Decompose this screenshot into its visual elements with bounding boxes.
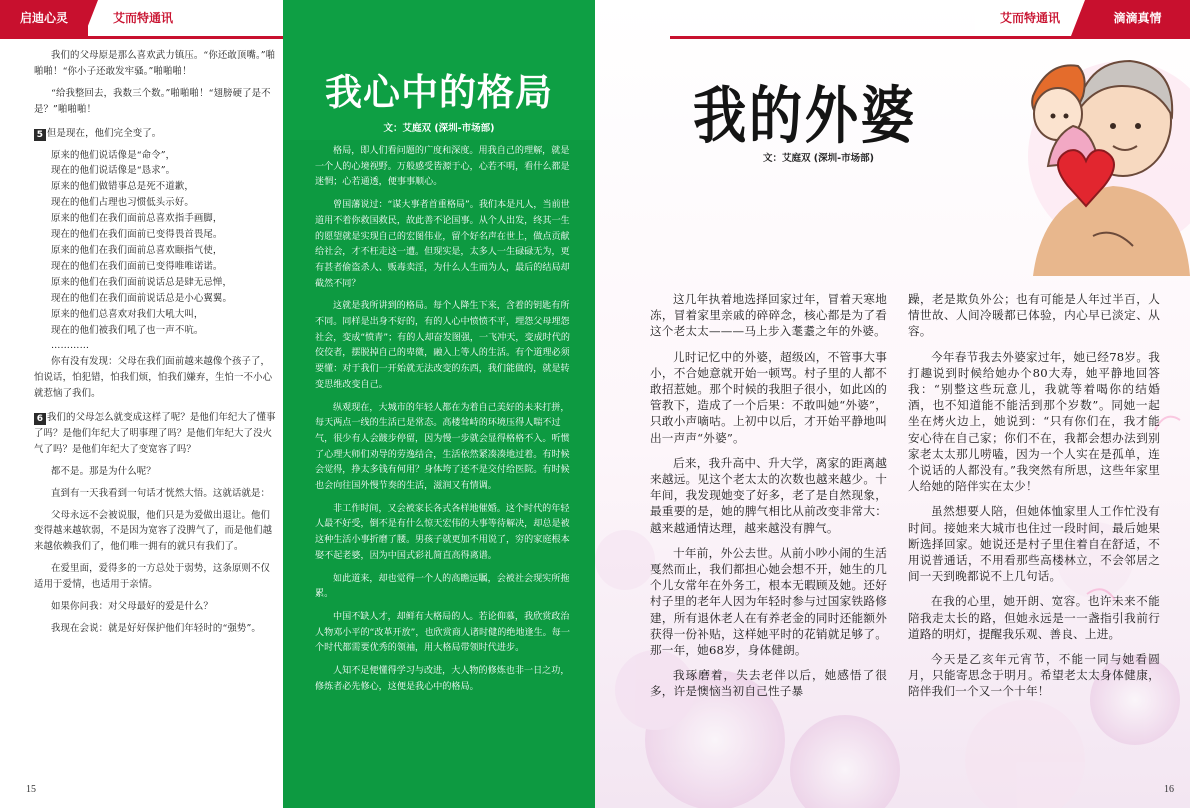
paragraph: 父母永远不会被说服，他们只是为爱做出退让。他们变得越来越软弱，不是因为宽容了没脾气了，而是他们越来越依赖我们了，他们唯一拥有的就只有我们了。 <box>34 509 273 553</box>
list-line: 现在的他们被我们吼了也一声不吭。 <box>51 324 204 336</box>
green-article-title: 我心中的格局 <box>325 70 553 114</box>
paragraph: 儿时记忆中的外婆，超级凶，不管事大事小，不合她意就开始一顿骂。村子里的人都不敢招惹她。那个时候的我胆子很小，如此凶的管教下，造成了一个后果：不敢叫她“外婆”，只敢小声嘀咕。上初中以后，才开始平静地叫出一声声“外婆”。 <box>650 349 887 445</box>
paragraph: 这就是我所讲到的格局。每个人降生下来，含着的钥匙有所不同。同样是出身不好的，有的人心中愤愤不平，埋怨父母埋怨社会，变成“愤青”；有的人却奋发图强，一飞冲天，变成时代的佼佼者，摆脱掉自己的卑微，融入上等人的生活。有个道理必须要懂：对于我们一开始就无法改变的东西，我们能做的，就是转变思维改变自己。 <box>315 301 570 390</box>
paragraph: 曾国藩说过：“谋大事者首重格局”。我们本是凡人，当前世道用不着你救国救民，故此善不论国事。从个人出发，终其一生的愿望就是实现自己的宏图伟业，留个好名声在世上，做点贡献给社会，才不枉走这一遭。但现实是，太多人一生碌碌无为，更有甚者偷盗杀人、贩毒卖淫，为什么人生而为人，最后的结局却截然不同？ <box>315 200 570 289</box>
paragraph: 我琢磨着，失去老伴以后，她感悟了很多，许是懊恼当初自己性子暴 <box>650 668 887 699</box>
right-article-byline: 文：艾庭双 (深圳-市场部) <box>763 153 874 164</box>
right-article-column-2 <box>908 291 1160 709</box>
paragraph: 如此道来，却也觉得一个人的高瞻远瞩，会被社会现实所拖累。 <box>315 573 570 600</box>
green-article <box>283 0 595 808</box>
paragraph: 纵观现在，大城市的年轻人都在为着自己美好的未来打拼，每天两点一线的生活已是常态。高楼耸峙的环境压得人喘不过气，很少有人会踱步停留，因为慢一步就会显得格格不入。听惯了心理大师们劝导的劳逸结合，生活依然紧凑凑地过着。有时候会觉得，挣太多钱有何用？身体垮了还不是交付给医院。有时候也会向往国外慢节奏的生活，滋润又有情调。 <box>315 402 570 492</box>
left-header-divider <box>84 0 98 36</box>
page-number-right: 16 <box>1164 784 1174 795</box>
right-header-rule <box>670 36 1190 39</box>
green-article-byline: 文：艾庭双 (深圳-市场部) <box>383 123 495 134</box>
left-header <box>0 0 283 36</box>
left-header-column: 艾而特通讯 <box>88 0 198 36</box>
section-5-lead-text: 但是现在，他们完全变了。 <box>47 127 162 139</box>
list-line: 现在的他们占理也习惯低头示好。 <box>51 197 194 209</box>
paragraph: 十年前，外公去世。从前小吵小闹的生活戛然而止，我们都担心她会想不开，她生的几个儿女常年在外务工，根本无暇顾及她。还好村子里的老年人因为年轻时参与过国家铁路修建，所有退休老人在有养老金的同时还能额外获得一份补贴，这样她平时的花销就足够了。那一年，她68岁，身体健朗。 <box>650 545 887 658</box>
right-header-column: 艾而特通讯 <box>975 0 1085 36</box>
left-header-rule <box>0 36 283 39</box>
paragraph: 人知不足便懂得学习与改进，大人物的修炼也非一日之功，修炼者必先修心，这便是我心中的格局。 <box>315 666 570 692</box>
list-line: 原来的他们做错事总是死不道歉， <box>51 181 194 193</box>
section-5-lead <box>34 126 276 142</box>
list-line: 原来的他们在我们面前说话总是肆无忌惮， <box>51 276 232 288</box>
section-number-badge: 6 <box>34 413 46 425</box>
paragraph: 在我的心里，她开朗、宽容。也许未来不能陪我走太长的路，但她永远是一一盏指引我前行道路的明灯，提醒我乐观、善良、上进。 <box>908 594 1160 641</box>
right-article-title: 我的外婆 <box>693 79 917 152</box>
left-header-section: 启迪心灵 <box>0 0 88 36</box>
paragraph: 格局，即人们看问题的广度和深度。用我自己的理解，就是一个人的心境视野。万般感受皆源于心，心若不明，看什么都是迷惘；心若通透，便事事顺心。 <box>315 146 570 188</box>
list-line: 原来的他们在我们面前总喜欢指手画脚， <box>51 213 223 225</box>
paragraph: 在爱里面，爱得多的一方总处于弱势，这条原则不仅适用于爱情，也适用于亲情。 <box>34 563 271 591</box>
grandma-illustration <box>973 36 1190 276</box>
list-line: 现在的他们在我们面前已变得畏首畏尾。 <box>51 229 223 241</box>
left-article-body <box>34 48 276 643</box>
paragraph: 今天是乙亥年元宵节，不能一同与她看圆月，只能寄思念于明月。希望老太太身体健康，陪伴我们一个又一个十年！ <box>908 652 1160 699</box>
section-6-lead-text: 我们的父母怎么就变成这样了呢？是他们年纪大了懂事了吗？是他们年纪大了明事理了吗？是他们年纪大了没火气了吗？是他们年纪大了变宽容了吗？ <box>34 412 276 455</box>
right-header-section: 滴滴真情 <box>1085 0 1190 36</box>
page-right <box>595 0 1190 808</box>
section-number-badge: 5 <box>34 129 46 141</box>
paragraph: “给我整回去，我数三个数。”啪啪啪！“翅膀硬了是不是？”啪啪啪！ <box>34 87 271 115</box>
right-article-column-1 <box>650 291 887 709</box>
list-line: 原来的他们总喜欢对我们大吼大叫， <box>51 308 204 320</box>
section-6-lead <box>34 410 276 458</box>
right-header <box>975 0 1190 36</box>
paragraph: 这几年执着地选择回家过年，冒着天寒地冻，冒着家里亲戚的碎碎念，核心都是为了看这个老太太———马上步入耄耋之年的外婆。 <box>650 292 887 339</box>
paragraph: 如果你问我：对父母最好的爱是什么？ <box>51 601 213 613</box>
paragraph: 非工作时间，又会被家长各式各样地催婚。这个时代的年轻人最不好受，倒不是有什么惊天宏伟的大事等待解决，却总是被这种生活小事折磨了腰。男孩子就更加不用说了，穷的家庭根本娶不起老婆，因为中国式彩礼简直高得离谱。 <box>315 503 570 561</box>
list-line: 现在的他们在我们面前已变得唯唯诺诺。 <box>51 260 223 272</box>
list-line: 原来的他们说话像是“命令”， <box>51 149 176 161</box>
list-line: ………… <box>51 340 90 352</box>
page-number-left: 15 <box>26 784 36 795</box>
paragraph: 虽然想要人陪，但她体恤家里人工作忙没有时间。接她来大城市也住过一段时间，最后她果断选择回家。她说还是村子里住着自在舒适，不用说普通话，不用看那些高楼林立，不会邻居之间一天到晚都说不上几句话。 <box>908 504 1160 584</box>
paragraph: 后来，我升高中、升大学，离家的距离越来越远。见这个老太太的次数也越来越少。十年间，我发现她变了好多，老了是自然现象，最重要的是，她的脾气相比从前改变非常大：越来越通情达理，越来越没有脾气。 <box>650 455 887 535</box>
right-header-divider <box>1071 0 1085 36</box>
page-left <box>0 0 283 808</box>
paragraph: 躁，老是欺负外公；也有可能是人年过半百，人情世故、人间冷暖都已体验，内心早已淡定、从容。 <box>908 292 1160 339</box>
paragraph: 你有没有发现：父母在我们面前越来越像个孩子了，怕说话，怕犯错，怕我们烦，怕我们嫌弃，生怕一不小心就惹恼了我们。 <box>34 356 273 400</box>
list-line: 现在的他们在我们面前说话总是小心翼翼。 <box>51 292 232 304</box>
paragraph: 我们的父母原是那么喜欢武力镇压。“你还敢顶嘴。”啪啪啪！“你小子还敢发牢骚。”啪啪啪！ <box>34 50 276 77</box>
green-article-body <box>315 144 577 703</box>
paragraph: 直到有一天我看到一句话才恍然大悟。这就话就是： <box>51 487 271 499</box>
paragraph: 中国不缺人才，却鲜有大格局的人。若论仰慕，我欣赏政治人物邓小平的“改革开放”，也欣赏商人诸时健的绝地逢生。每一个时代都需要优秀的领袖，用大格局带领时代进步。 <box>315 611 570 654</box>
paragraph: 都不是。那是为什么呢？ <box>51 465 156 477</box>
paragraph: 我现在会说：就是好好保护他们年轻时的“强势”。 <box>51 623 261 634</box>
list-line: 现在的他们说话像是“恳求”。 <box>51 165 176 177</box>
list-line: 原来的他们在我们面前总喜欢颐指气使， <box>51 244 223 256</box>
paragraph: 今年春节我去外婆家过年，她已经78岁。我打趣说到时候给她办个80大寿，她平静地回答我：“别整这些玩意儿，我就等着喝你的结婚酒，也不知道能不能活到那个岁数”。同她一起坐在烤火边上，她说到：“只有你们在，我才能安心待在自己家；你们不在，我都会想办法到别家老太太那儿唠嗑，因为一个人实在是孤单，连个说话的人都没有。”我突然有所思，这些年家里人给她的陪伴实在太少！ <box>908 349 1160 494</box>
